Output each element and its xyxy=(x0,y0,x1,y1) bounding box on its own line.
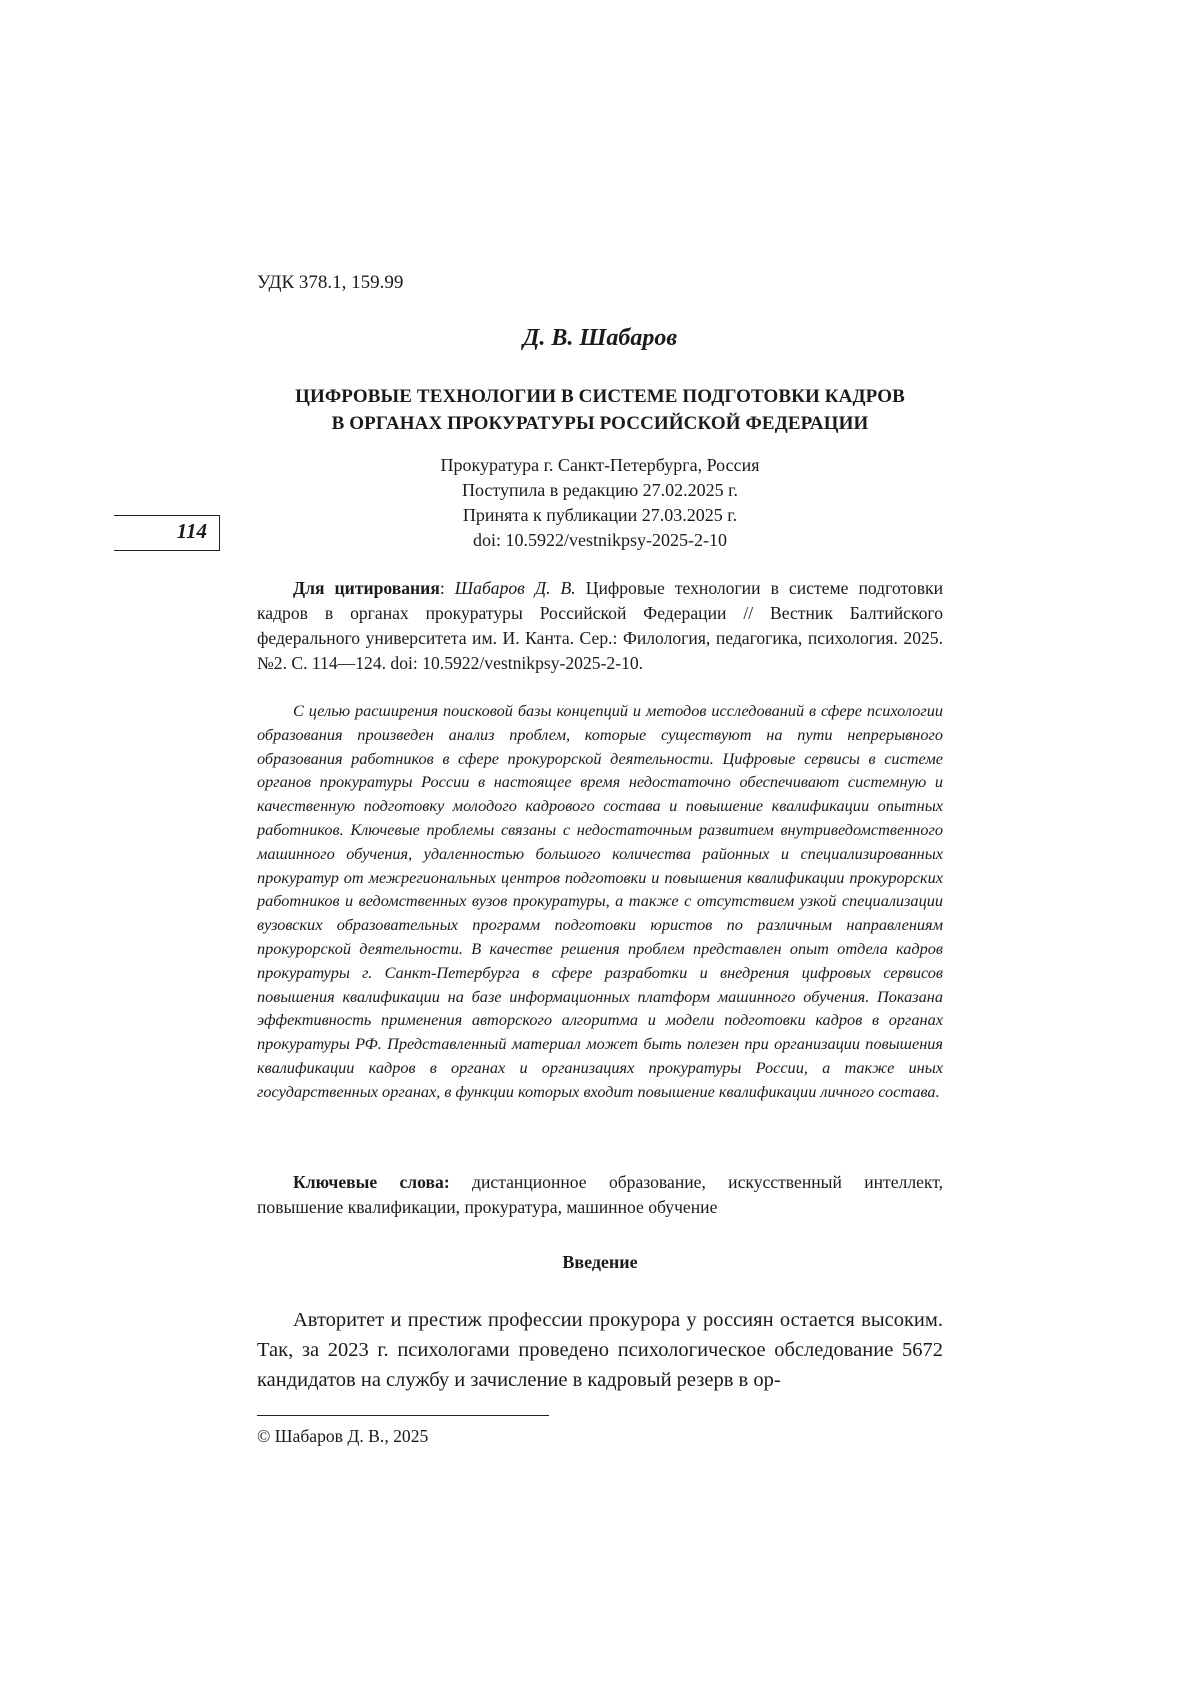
intro-body xyxy=(257,1305,943,1395)
author-name: Д. В. Шабаров xyxy=(522,325,678,351)
udk-code: УДК 378.1, 159.99 xyxy=(257,272,404,293)
abstract-text: С целью расширения поисковой базы концепций и методов исследований в сфере психологии образования произведен анализ проблем, которые существуют на пути непрерывного образования работников в сфере прокурорской деятельности. Цифровые сервисы в системе органов прокуратуры России в настоящее время недостаточно обеспечивают системную и качественную подготовку молодого кадрового состава и повышение квалификации опытных работников. Ключевые проблемы связаны с недостаточным развитием внутриведомственного машинного обучения, удаленностью большого количества районных и специализированных прокуратур от межрегиональных центров подготовки и повышения квалификации прокурорских работников и ведомственных вузов прокуратуры, а также с отсутствием узкой специализации вузовских образовательных программ подготовки юристов по различным направлениям прокурорской деятельности. В качестве решения проблем представлен опыт отдела кадров прокуратуры г. Санкт-Петербурга в сфере разработки и внедрения цифровых сервисов повышения квалификации на базе информационных платформ машинного обучения. Показана эффективность применения авторского алгоритма и модели подготовки кадров в органах прокуратуры РФ. Представленный материал может быть полезен при организации повышения квалификации кадров в органах и организациях прокуратуры России, а также иных государственных органах, в функции которых входит повышение квалификации личного состава. xyxy=(257,701,943,1101)
keywords-block xyxy=(257,1170,943,1220)
citation-author: Шабаров Д. В. xyxy=(454,578,576,598)
abstract-block xyxy=(257,699,943,1104)
affiliation-block xyxy=(257,453,943,553)
keywords-text: дистанционное образование, искусственный интеллект, повышение квалификации, прокуратура, машинное обучение xyxy=(257,1172,943,1217)
article-title xyxy=(257,383,943,437)
received-date: Поступила в редакцию 27.02.2025 г. xyxy=(461,480,738,500)
citation-block xyxy=(257,576,943,676)
title-line-1: ЦИФРОВЫЕ ТЕХНОЛОГИИ В СИСТЕМЕ ПОДГОТОВКИ КАДРОВ xyxy=(295,386,905,407)
intro-paragraph: Авторитет и престиж профессии прокурора у россиян остается высоким. Так, за 2023 г. психологами проведено психологическое обследование 5672 кандидатов на службу и зачисление в кадровый резерв в ор- xyxy=(257,1309,943,1391)
section-heading-intro: Введение xyxy=(562,1252,638,1272)
title-line-2: В ОРГАНАХ ПРОКУРАТУРЫ РОССИЙСКОЙ ФЕДЕРАЦИИ xyxy=(331,413,869,434)
accepted-date: Принята к публикации 27.03.2025 г. xyxy=(462,505,738,525)
page-number: 114 xyxy=(176,519,207,543)
page-number-box xyxy=(114,515,220,551)
citation-paragraph: Для цитирования: Шабаров Д. В. Цифровые технологии в системе подготовки кадров в органах прокуратуры Российской Федерации // Вестник Балтийского федерального университета им. И. Канта. Сер.: Филология, педагогика, психология. 2025. №2. С. 114—124. doi: 10.5922/vestnikpsy-2025-2-10. xyxy=(257,578,943,673)
affiliation-org: Прокуратура г. Санкт-Петербурга, Россия xyxy=(440,455,760,475)
footnote-divider xyxy=(257,1415,549,1416)
copyright-footnote: © Шабаров Д. В., 2025 xyxy=(257,1426,429,1446)
doi: doi: 10.5922/vestnikpsy-2025-2-10 xyxy=(473,530,727,550)
keywords-paragraph xyxy=(257,1170,943,1220)
keywords-label: Ключевые слова: xyxy=(293,1172,450,1192)
citation-text: Цифровые технологии в системе подготовки кадров в органах прокуратуры Российской Федерации // Вестник Балтийского федерального университета им. И. Канта. Сер.: Филология, педагогика, психология. 2025. №2. С. 114—124. doi: 10.5922/vestnikpsy-2025-2-10. xyxy=(257,578,943,673)
citation-label: Для цитирования xyxy=(293,578,440,598)
